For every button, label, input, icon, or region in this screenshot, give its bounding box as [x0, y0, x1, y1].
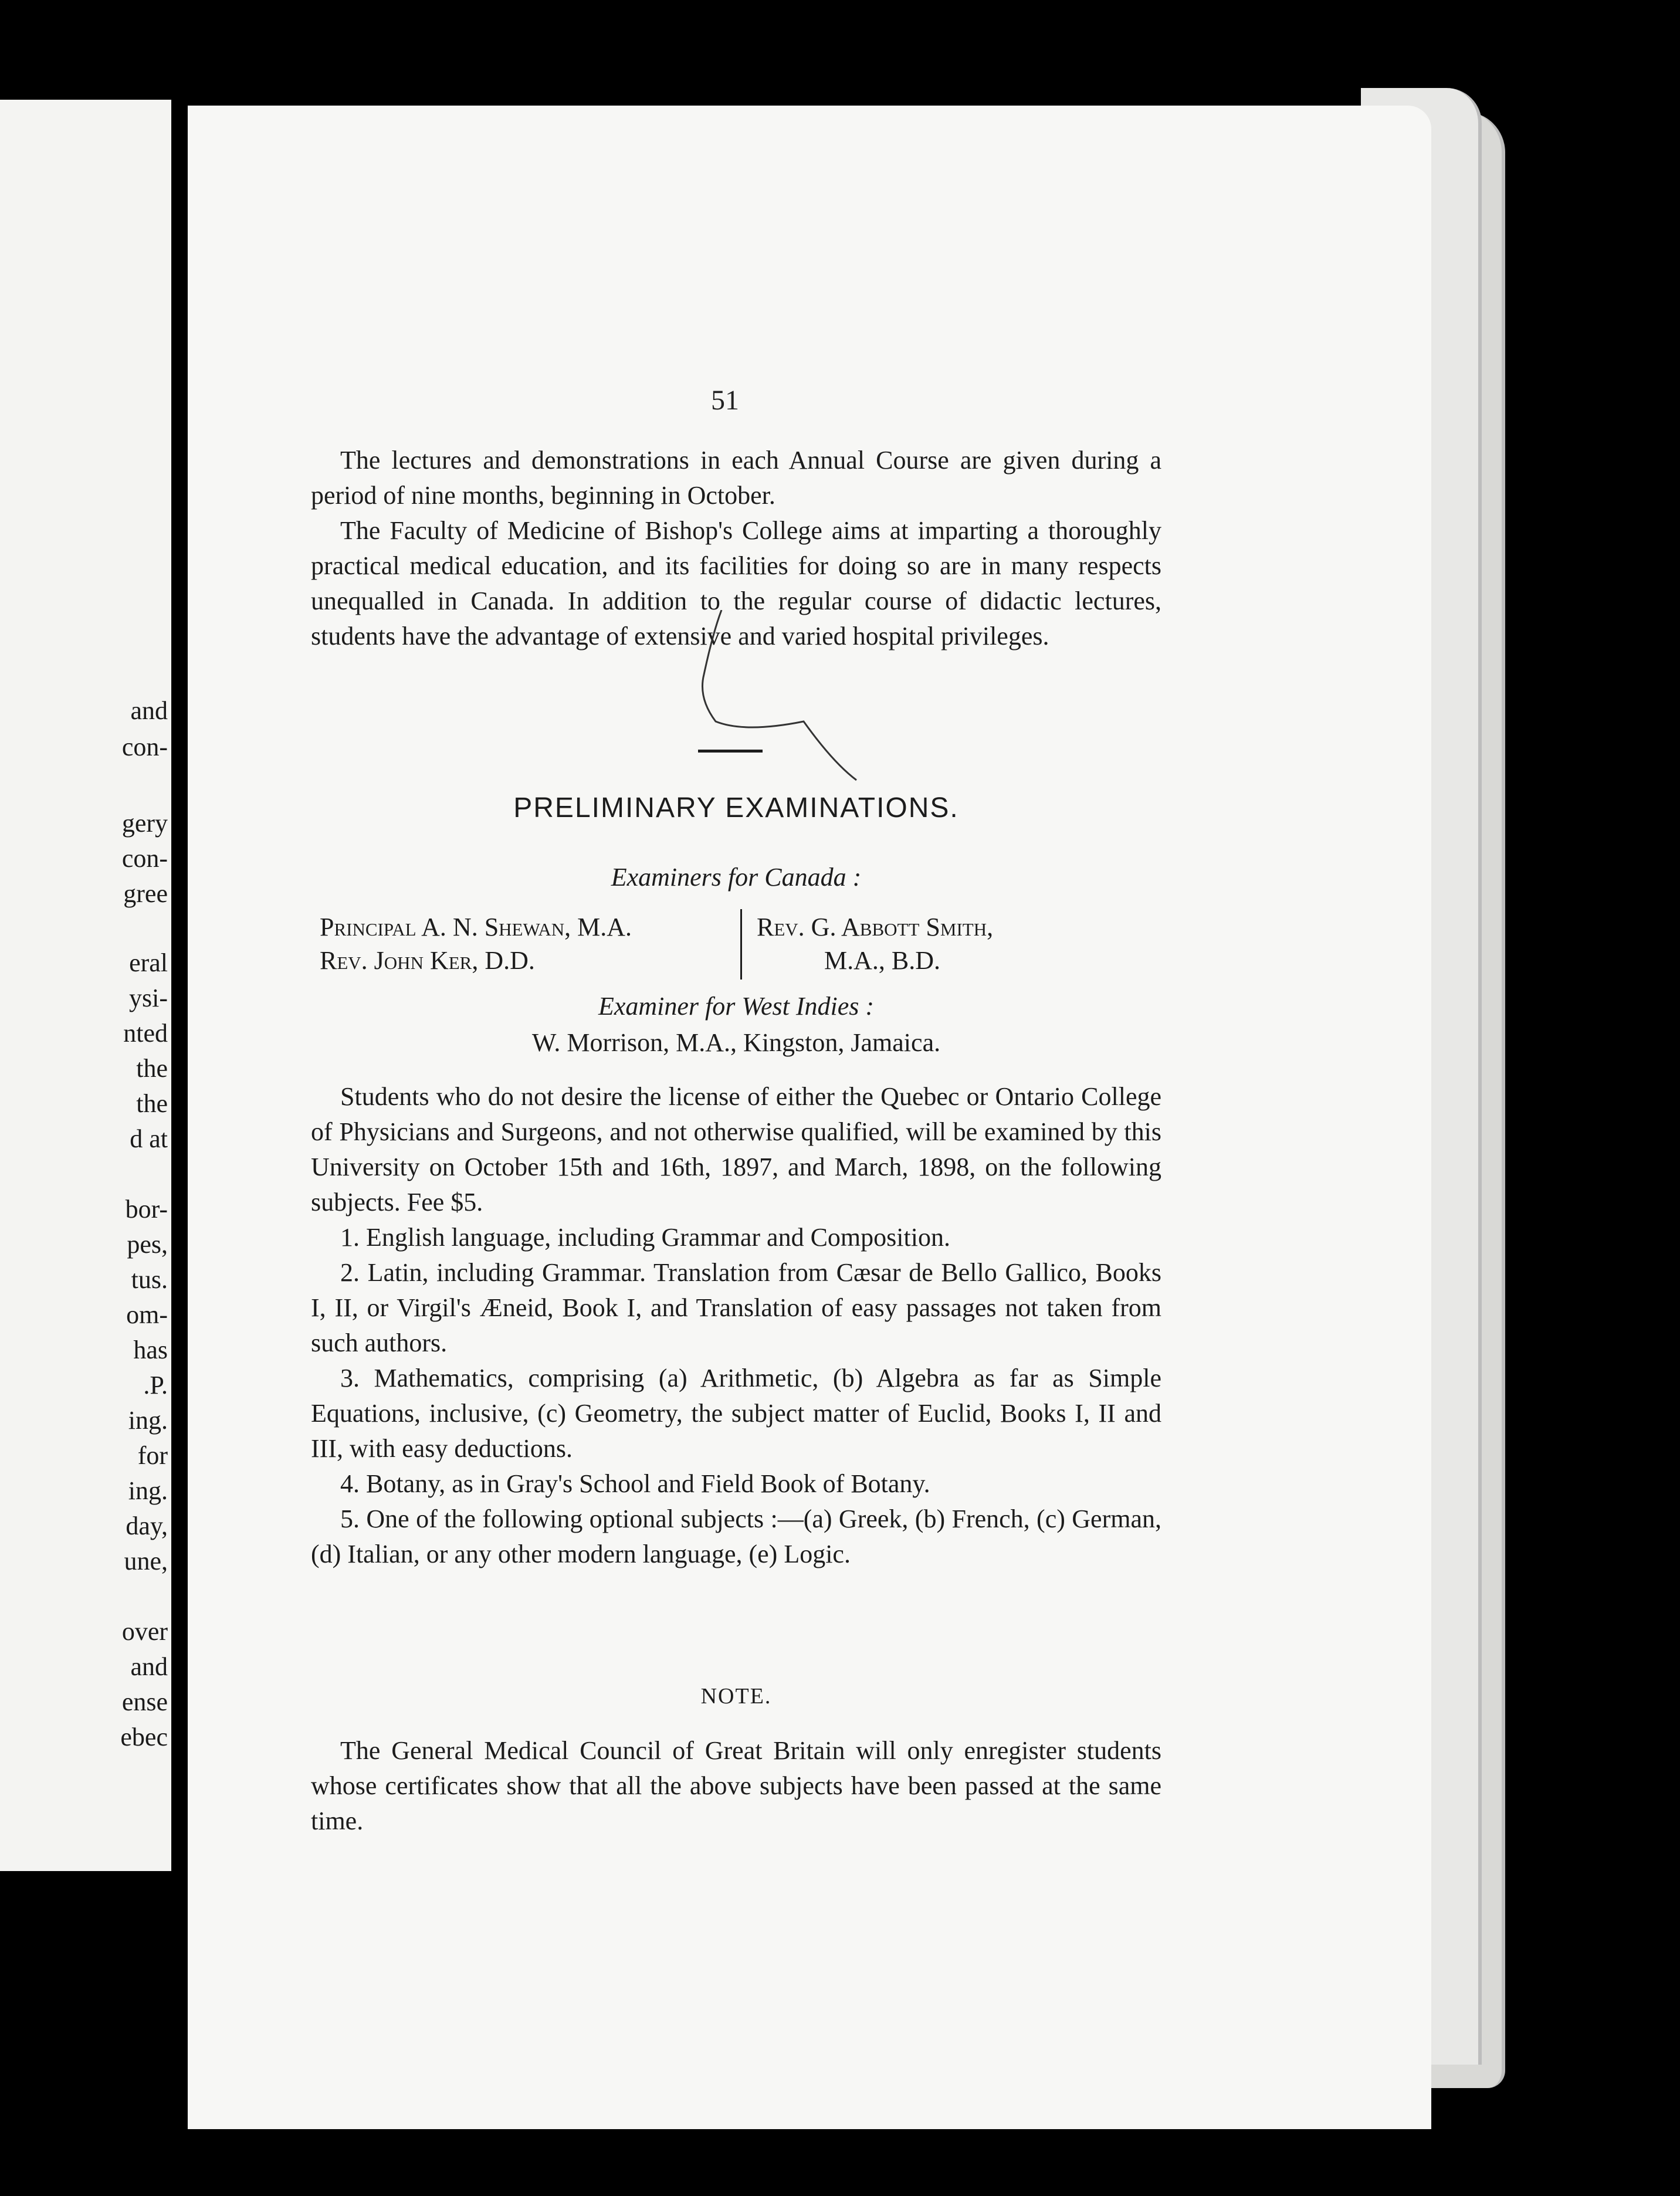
section-rule — [698, 750, 763, 753]
examiner-right-1: Rev. G. Abbott Smith, — [757, 913, 994, 941]
subject-item: 5. One of the following optional subjects :—(a) Greek, (b) French, (c) German, (d) Italian, or any other modern language, (e) Logic. — [311, 1504, 1161, 1568]
left-fragment-word: tus. — [131, 1265, 168, 1294]
intro-paragraph: The Faculty of Medicine of Bishop's College aims at imparting a thoroughly practical medical education, and its facilities for doing so are in many respects unequalled in Canada. In addition to the regular course of didactic lectures, students have the advantage of extensive and varied hospital privileges. — [311, 516, 1161, 650]
left-fragment-word: .P. — [143, 1371, 168, 1399]
subject-item: 4. Botany, as in Gray's School and Field Book of Botany. — [340, 1469, 930, 1498]
examiners-canada-heading: Examiners for Canada : — [611, 863, 862, 892]
left-fragment-word: bor- — [125, 1195, 168, 1224]
left-fragment-word: ysi- — [129, 984, 168, 1012]
subject-item: 3. Mathematics, comprising (a) Arithmetic, (b) Algebra as far as Simple Equations, inclusive, (c) Geometry, the subject matter of Euclid, Books I, II and III, with easy deductions. — [311, 1364, 1161, 1463]
note-heading: NOTE. — [700, 1684, 772, 1709]
left-fragment-word: con- — [121, 844, 168, 873]
page-number: 51 — [711, 385, 739, 416]
exam-intro: Students who do not desire the license of either the Quebec or Ontario College of Physicians and Surgeons, and not otherwise qualified, will be examined by this University on October 15th and 16th, 1897, and March, 1898, on the following subjects. Fee $5. — [311, 1082, 1161, 1216]
left-page-fragment — [0, 100, 171, 1871]
left-fragment-word: for — [137, 1441, 168, 1470]
left-fragment-word: ing. — [128, 1406, 168, 1435]
left-fragment-word: ing. — [128, 1476, 168, 1505]
note-paragraph: The General Medical Council of Great Britain will only enregister students whose certificates show that all the above subjects have been passed at the same time. — [311, 1736, 1161, 1835]
examiner-right-2: M.A., B.D. — [824, 946, 941, 975]
left-fragment-word: the — [136, 1089, 168, 1118]
left-fragment-word: con- — [121, 733, 168, 761]
left-fragment-word: d at — [130, 1124, 168, 1153]
intro-paragraph: The lectures and demonstrations in each Annual Course are given during a period of nine months, beginning in October. — [311, 446, 1161, 510]
examiner-left-1: Principal A. N. Shewan, M.A. — [320, 913, 632, 941]
left-fragment-word: gree — [123, 879, 168, 908]
exam-subjects-text — [311, 1079, 1161, 1572]
left-fragment-word: nted — [123, 1019, 168, 1048]
subject-item: 1. English language, including Grammar and Composition. — [340, 1223, 950, 1252]
left-fragment-word: om- — [126, 1300, 168, 1329]
left-fragment-word: and — [130, 696, 168, 725]
left-fragment-word: and — [130, 1652, 168, 1681]
examiner-left-2: Rev. John Ker, D.D. — [320, 946, 535, 975]
left-fragment-word: the — [136, 1054, 168, 1083]
left-fragment-word: eral — [129, 948, 168, 977]
left-fragment-word: ense — [121, 1687, 168, 1716]
left-fragment-word: une, — [124, 1547, 168, 1575]
section-heading: PRELIMINARY EXAMINATIONS. — [513, 792, 959, 824]
left-fragment-word: has — [133, 1336, 168, 1364]
note-text — [311, 1733, 1161, 1839]
examiner-column-divider — [740, 909, 742, 980]
left-fragment-word: gery — [121, 809, 168, 838]
left-fragment-word: ebec — [120, 1723, 168, 1751]
subject-item: 2. Latin, including Grammar. Translation from Cæsar de Bello Gallico, Books I, II, or Virgil's Æneid, Book I, and Translation of easy passages not taken from such authors. — [311, 1258, 1161, 1357]
left-fragment-word: day, — [126, 1512, 168, 1540]
left-fragment-word: over — [121, 1617, 168, 1646]
pencil-mark — [680, 610, 874, 798]
examiner-west-indies: W. Morrison, M.A., Kingston, Jamaica. — [531, 1028, 941, 1057]
examiner-west-indies-heading: Examiner for West Indies : — [598, 992, 875, 1021]
left-fragment-word: pes, — [127, 1230, 168, 1259]
